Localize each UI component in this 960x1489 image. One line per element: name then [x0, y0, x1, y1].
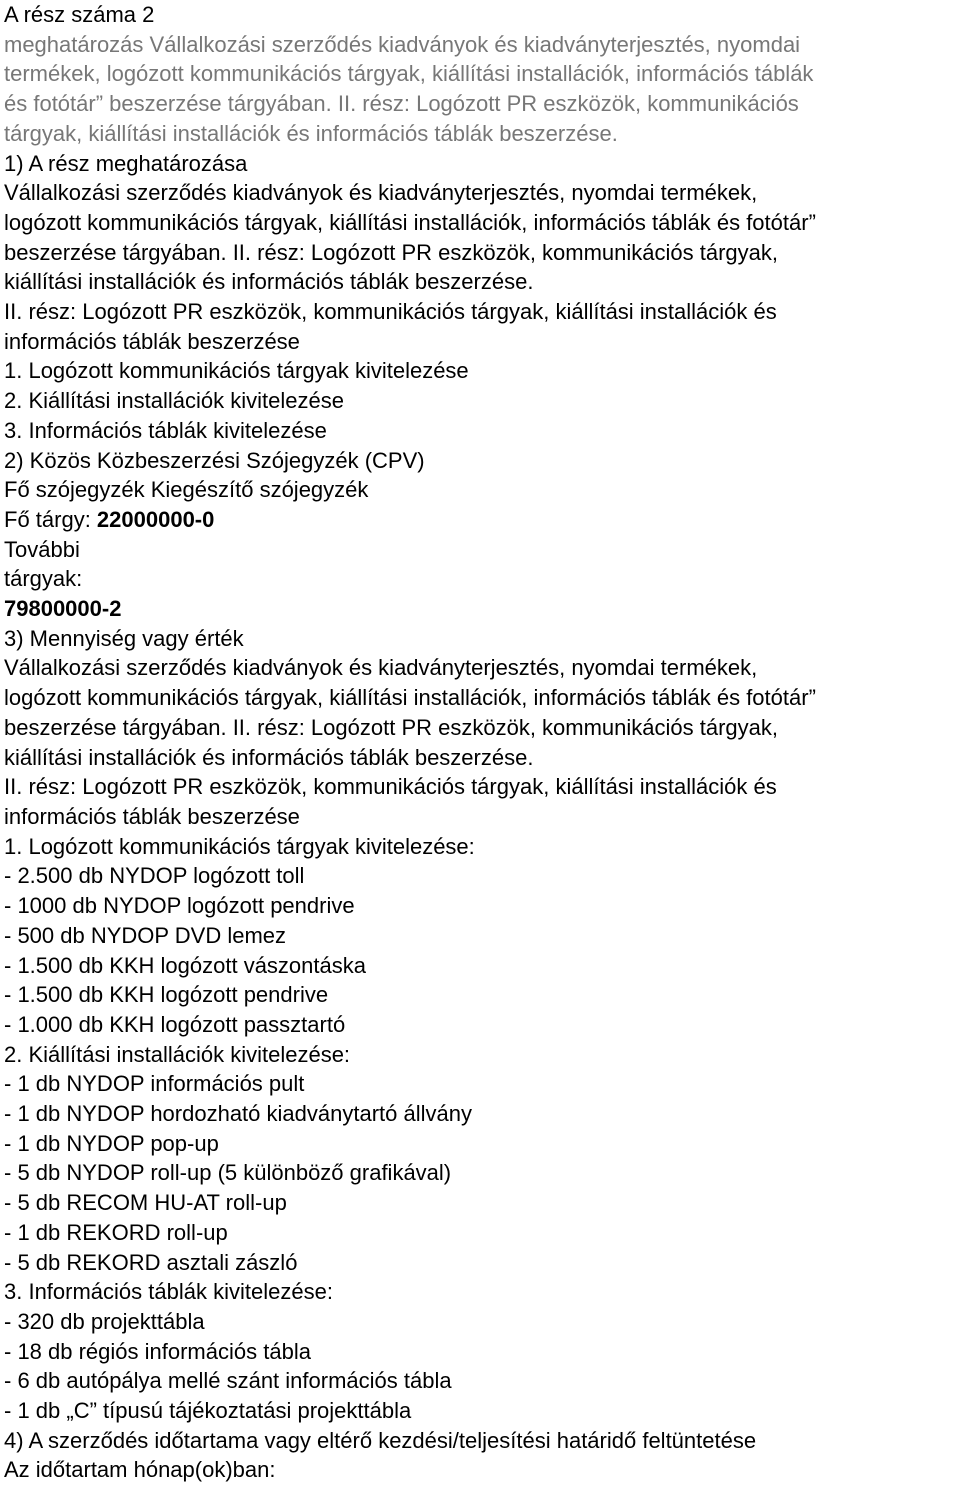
line-text: A rész száma 2 [4, 2, 155, 27]
document-line [4, 59, 956, 89]
line-text: információs táblák beszerzése [4, 328, 300, 354]
document-line [4, 564, 956, 594]
document-line [4, 832, 956, 862]
document-line [4, 30, 956, 60]
line-text: Vállalkozási szerződés kiadványok és kiadványterjesztés, nyomdai termékek, [4, 180, 758, 206]
line-text: kiállítási installációk és információs táblák beszerzése. [4, 744, 534, 770]
line-text: - 5 db RECOM HU-AT roll-up [4, 1190, 287, 1216]
document-line [4, 1455, 956, 1485]
line-text: logózott kommunikációs tárgyak, kiállítási installációk, információs táblák és fotótár” [4, 685, 816, 711]
line-text: - 320 db projekttábla [4, 1308, 205, 1334]
line-text: - 6 db autópálya mellé szánt információs tábla [4, 1368, 452, 1394]
document-line [4, 178, 956, 208]
document-line [4, 861, 956, 891]
line-text: Fő tárgy: [4, 506, 97, 532]
line-text: - 1000 db NYDOP logózott pendrive [4, 893, 355, 919]
line-text: - 1.000 db KKH logózott passztartó [4, 1011, 346, 1037]
line-text: - 5 db REKORD asztali zászló [4, 1249, 298, 1275]
line-text: II. rész: Logózott PR eszközök, kommunikációs tárgyak, kiállítási installációk és [4, 774, 777, 800]
line-text: - 1 db NYDOP információs pult [4, 1071, 305, 1097]
document-line [4, 89, 956, 119]
line-text: és fotótár” beszerzése tárgyában. II. rész: Logózott PR eszközök, kommunikációs [4, 91, 799, 117]
line-text: Vállalkozási szerződés kiadványok és kiadványterjesztés, nyomdai termékek, [4, 655, 758, 681]
line-text: II. rész: Logózott PR eszközök, kommunikációs tárgyak, kiállítási installációk és [4, 299, 777, 325]
line-text: 3. Információs táblák kivitelezése: [4, 1279, 333, 1305]
line-text: - 1 db NYDOP hordozható kiadványtartó állvány [4, 1101, 472, 1127]
line-text: - 2.500 db NYDOP logózott toll [4, 863, 305, 889]
document-line [4, 1040, 956, 1070]
document-line [4, 594, 956, 624]
document-line [4, 1277, 956, 1307]
document-line [4, 683, 956, 713]
document-line [4, 1426, 956, 1456]
document-line [4, 416, 956, 446]
document-line [4, 1158, 956, 1188]
document-line [4, 535, 956, 565]
line-text: logózott kommunikációs tárgyak, kiállítási installációk, információs táblák és fotótár” [4, 209, 816, 235]
document-line [4, 1188, 956, 1218]
line-text: - 1 db REKORD roll-up [4, 1219, 228, 1245]
line-text: - 1 db NYDOP pop-up [4, 1130, 219, 1156]
document-line [4, 267, 956, 297]
document-line [4, 1218, 956, 1248]
document-line [4, 921, 956, 951]
document-line [4, 238, 956, 268]
line-text: - 500 db NYDOP DVD lemez [4, 922, 287, 948]
document-line [4, 475, 956, 505]
document-line [4, 1129, 956, 1159]
document-line [4, 653, 956, 683]
document-line [4, 951, 956, 981]
line-text: - 1 db „C” típusú tájékoztatási projekttábla [4, 1398, 412, 1424]
document-line [4, 713, 956, 743]
line-text: beszerzése tárgyában. II. rész: Logózott PR eszközök, kommunikációs tárgyak, [4, 714, 779, 740]
line-text: 79800000-2 [4, 596, 122, 622]
document-line [4, 1396, 956, 1426]
document-line [4, 1337, 956, 1367]
line-text: 1. Logózott kommunikációs tárgyak kivitelezése [4, 358, 469, 384]
cpv-code: 22000000-0 [96, 506, 215, 532]
document-line [4, 891, 956, 921]
line-text: 1) A rész meghatározása [4, 150, 248, 176]
document-line [4, 1099, 956, 1129]
line-text: - 1.500 db KKH logózott vászontáska [4, 952, 366, 978]
line-text: Az időtartam hónap(ok)ban: [4, 1457, 276, 1483]
document-line [4, 386, 956, 416]
document-line [4, 446, 956, 476]
document-line [4, 505, 956, 535]
line-text: termékek, logózott kommunikációs tárgyak, kiállítási installációk, információs táblák [4, 61, 814, 87]
line-text: 1. Logózott kommunikációs tárgyak kivitelezése: [4, 833, 475, 859]
document-line [4, 327, 956, 357]
line-text: 3. Információs táblák kivitelezése [4, 417, 327, 443]
line-text: 2) Közös Közbeszerzési Szójegyzék (CPV) [4, 447, 425, 473]
document-line [4, 1366, 956, 1396]
document-line [4, 208, 956, 238]
document-line [4, 356, 956, 386]
document-line [4, 119, 956, 149]
document-line [4, 297, 956, 327]
document-line [4, 1248, 956, 1278]
line-text: kiállítási installációk és információs táblák beszerzése. [4, 269, 534, 295]
document-line [4, 149, 956, 179]
line-text: 2. Kiállítási installációk kivitelezése: [4, 1041, 351, 1067]
line-text: információs táblák beszerzése [4, 803, 300, 829]
line-text: Fő szójegyzék Kiegészítő szójegyzék [4, 477, 369, 503]
line-text: További [4, 536, 80, 562]
document-line [4, 624, 956, 654]
line-text: - 18 db régiós információs tábla [4, 1338, 311, 1364]
document-line [4, 1010, 956, 1040]
line-text: - 5 db NYDOP roll-up (5 különböző grafikával) [4, 1160, 452, 1186]
line-text: 4) A szerződés időtartama vagy eltérő kezdési/teljesítési határidő feltüntetése [4, 1427, 757, 1453]
document-line [4, 743, 956, 773]
document-line [4, 1069, 956, 1099]
line-text: tárgyak: [4, 566, 83, 592]
document-line [4, 1307, 956, 1337]
line-text: tárgyak, kiállítási installációk és információs táblák beszerzése. [4, 120, 618, 146]
line-text: 3) Mennyiség vagy érték [4, 625, 244, 651]
document-line [4, 0, 956, 30]
line-text: 2. Kiállítási installációk kivitelezése [4, 388, 344, 414]
document-line [4, 802, 956, 832]
document-line [4, 772, 956, 802]
line-text: meghatározás Vállalkozási szerződés kiadványok és kiadványterjesztés, nyomdai [4, 31, 801, 57]
line-text: beszerzése tárgyában. II. rész: Logózott PR eszközök, kommunikációs tárgyak, [4, 239, 779, 265]
line-text: - 1.500 db KKH logózott pendrive [4, 982, 329, 1008]
document-line [4, 980, 956, 1010]
